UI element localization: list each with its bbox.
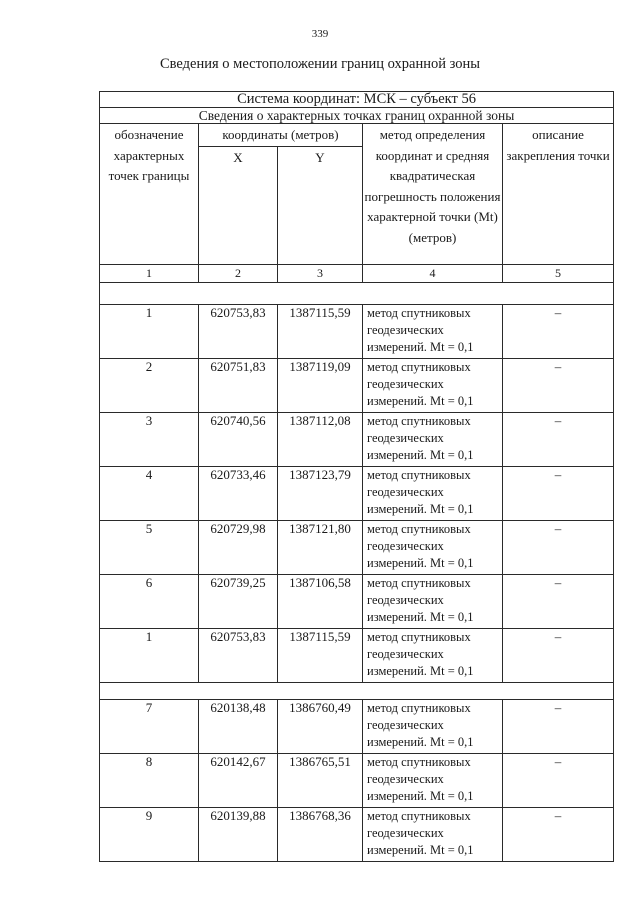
boundary-points-table <box>99 91 614 862</box>
fixing-description-cell: – <box>503 304 614 358</box>
point-designation-cell: 1 <box>100 628 199 682</box>
fixing-description-cell: – <box>503 358 614 412</box>
fixing-description-cell: – <box>503 466 614 520</box>
fixing-description-cell: – <box>503 574 614 628</box>
table-row <box>100 304 614 358</box>
point-designation-cell: 2 <box>100 358 199 412</box>
point-designation-cell: 7 <box>100 699 199 753</box>
point-designation-cell: 5 <box>100 520 199 574</box>
coordinate-x-cell: 620753,83 <box>199 304 278 358</box>
method-cell: метод спутниковых геодезических измерений. Mt = 0,1 <box>363 304 503 358</box>
header-x: X <box>199 146 278 264</box>
header-designation: обозначение характерных точек границы <box>100 124 199 265</box>
coordinate-x-cell: 620753,83 <box>199 628 278 682</box>
coordinate-y-cell: 1387106,58 <box>278 574 363 628</box>
method-cell: метод спутниковых геодезических измерений. Mt = 0,1 <box>363 628 503 682</box>
method-cell: метод спутниковых геодезических измерений. Mt = 0,1 <box>363 753 503 807</box>
column-number: 2 <box>199 264 278 282</box>
coordinate-y-cell: 1386760,49 <box>278 699 363 753</box>
table-subtitle-cell: Сведения о характерных точках границ охранной зоны <box>100 108 614 124</box>
column-number: 5 <box>503 264 614 282</box>
table-row <box>100 699 614 753</box>
point-designation-cell: 1 <box>100 304 199 358</box>
fixing-description-cell: – <box>503 753 614 807</box>
coordinate-x-cell: 620139,88 <box>199 807 278 861</box>
fixing-description-cell: – <box>503 520 614 574</box>
coordinate-y-cell: 1386768,36 <box>278 807 363 861</box>
table-row <box>100 520 614 574</box>
group-separator-row <box>100 282 614 304</box>
group-separator-cell <box>100 282 614 304</box>
coordinate-y-cell: 1387119,09 <box>278 358 363 412</box>
point-designation-cell: 9 <box>100 807 199 861</box>
table-row <box>100 466 614 520</box>
method-cell: метод спутниковых геодезических измерений. Mt = 0,1 <box>363 412 503 466</box>
fixing-description-cell: – <box>503 412 614 466</box>
point-designation-cell: 4 <box>100 466 199 520</box>
page-number: 339 <box>311 28 329 40</box>
header-coordinates: координаты (метров) <box>199 124 363 147</box>
method-cell: метод спутниковых геодезических измерений. Mt = 0,1 <box>363 807 503 861</box>
method-cell: метод спутниковых геодезических измерений. Mt = 0,1 <box>363 699 503 753</box>
column-number: 3 <box>278 264 363 282</box>
fixing-description-cell: – <box>503 699 614 753</box>
column-number: 4 <box>363 264 503 282</box>
fixing-description-cell: – <box>503 807 614 861</box>
coordinate-x-cell: 620740,56 <box>199 412 278 466</box>
group-separator-row <box>100 682 614 699</box>
group-separator-cell <box>100 682 614 699</box>
table-row <box>100 358 614 412</box>
coordinate-x-cell: 620729,98 <box>199 520 278 574</box>
page-title: Сведения о местоположении границ охранной зоны <box>159 56 480 72</box>
header-y: Y <box>278 146 363 264</box>
header-method: метод определения координат и средняя квадратическая погрешность положения характерной точки (Mt) (метров) <box>363 124 503 265</box>
column-number: 1 <box>100 264 199 282</box>
coordinate-y-cell: 1387112,08 <box>278 412 363 466</box>
coordinate-y-cell: 1387121,80 <box>278 520 363 574</box>
point-designation-cell: 3 <box>100 412 199 466</box>
coordinate-y-cell: 1387115,59 <box>278 628 363 682</box>
table-row <box>100 412 614 466</box>
coordinate-x-cell: 620733,46 <box>199 466 278 520</box>
coordinate-x-cell: 620138,48 <box>199 699 278 753</box>
table-row <box>100 574 614 628</box>
coordinate-y-cell: 1387115,59 <box>278 304 363 358</box>
table-row <box>100 753 614 807</box>
fixing-description-cell: – <box>503 628 614 682</box>
coordinate-system-cell: Система координат: МСК – субъект 56 <box>100 92 614 108</box>
coordinate-y-cell: 1387123,79 <box>278 466 363 520</box>
method-cell: метод спутниковых геодезических измерений. Mt = 0,1 <box>363 358 503 412</box>
method-cell: метод спутниковых геодезических измерений. Mt = 0,1 <box>363 520 503 574</box>
column-number-row <box>100 264 614 282</box>
coordinate-x-cell: 620739,25 <box>199 574 278 628</box>
point-designation-cell: 8 <box>100 753 199 807</box>
table-row <box>100 628 614 682</box>
coordinate-y-cell: 1386765,51 <box>278 753 363 807</box>
method-cell: метод спутниковых геодезических измерений. Mt = 0,1 <box>363 466 503 520</box>
header-description: описание закрепления точки <box>503 124 614 265</box>
coordinate-x-cell: 620751,83 <box>199 358 278 412</box>
method-cell: метод спутниковых геодезических измерений. Mt = 0,1 <box>363 574 503 628</box>
coordinate-x-cell: 620142,67 <box>199 753 278 807</box>
table-row <box>100 807 614 861</box>
point-designation-cell: 6 <box>100 574 199 628</box>
